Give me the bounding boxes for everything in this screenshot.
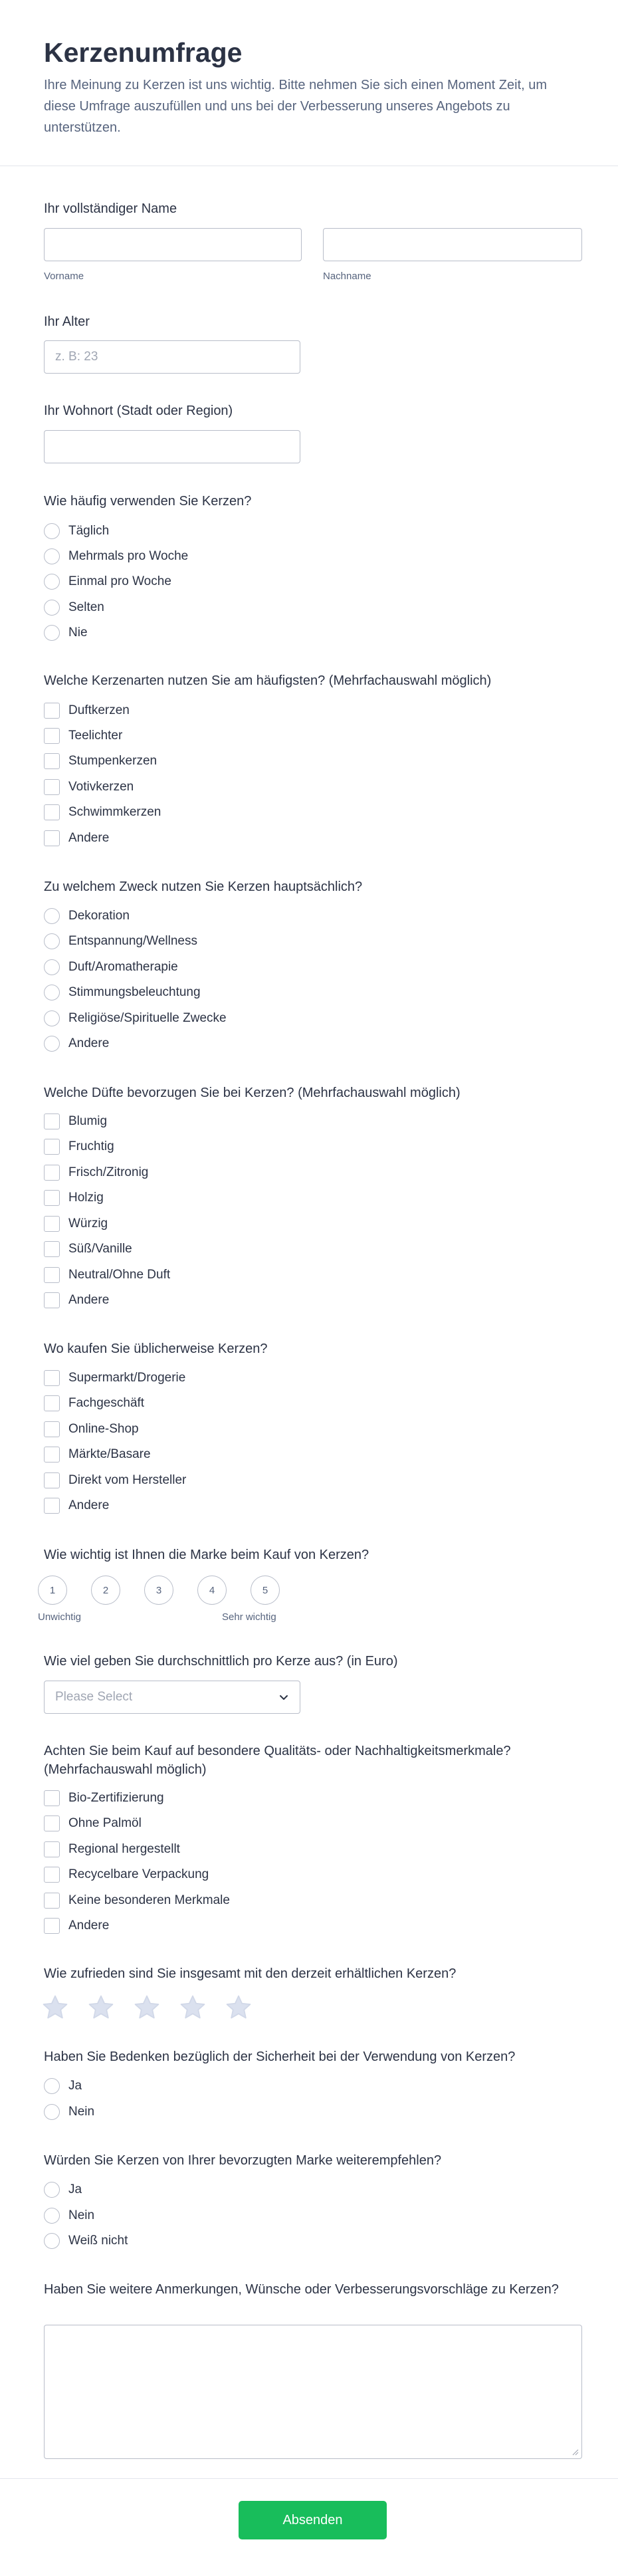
option-label: Dekoration (68, 909, 130, 923)
dropdown-placeholder: Please Select (55, 1690, 133, 1704)
question-label: Wie zufrieden sind Sie insgesamt mit den derzeit erhältlichen Kerzen? (44, 1966, 457, 1981)
question-shops (44, 1340, 582, 1358)
radio-button[interactable] (44, 933, 60, 949)
radio-option[interactable] (44, 2103, 94, 2121)
scale-option-3[interactable]: 3 (144, 1576, 173, 1605)
checkbox[interactable] (44, 1841, 60, 1857)
first-name-input[interactable] (44, 228, 302, 261)
option-label: Religiöse/Spirituelle Zwecke (68, 1011, 227, 1025)
question-label: Zu welchem Zweck nutzen Sie Kerzen hauptsächlich? (44, 879, 363, 894)
radio-button[interactable] (44, 523, 60, 539)
form-header (0, 0, 618, 166)
question-label: Welche Düfte bevorzugen Sie bei Kerzen? (Mehrfachauswahl möglich) (44, 1086, 461, 1100)
option-label: Recycelbare Verpackung (68, 1867, 209, 1881)
option-label: Supermarkt/Drogerie (68, 1371, 186, 1385)
option-label: Andere (68, 1498, 110, 1512)
checkbox[interactable] (44, 1139, 60, 1155)
option-label: Stumpenkerzen (68, 754, 157, 768)
checkbox-option[interactable] (44, 804, 161, 821)
option-label: Einmal pro Woche (68, 574, 171, 588)
option-label: Nein (68, 2105, 95, 2119)
checkbox-option[interactable] (44, 1240, 132, 1258)
checkbox-option[interactable] (44, 1446, 151, 1463)
checkbox[interactable] (44, 1190, 60, 1206)
checkbox[interactable] (44, 1790, 60, 1806)
last-name-sublabel: Nachname (323, 271, 371, 282)
radio-button[interactable] (44, 548, 60, 564)
checkbox[interactable] (44, 779, 60, 795)
question-label: Achten Sie beim Kauf auf besondere Qualitäts- oder Nachhaltigkeitsmerkmale? (Mehrfachauswahl möglich) (44, 1744, 511, 1777)
checkbox[interactable] (44, 1421, 60, 1437)
radio-button[interactable] (44, 1036, 60, 1052)
question-label: Wie wichtig ist Ihnen die Marke beim Kauf von Kerzen? (44, 1548, 369, 1562)
option-label: Weiß nicht (68, 2234, 128, 2248)
form-description: Ihre Meinung zu Kerzen ist uns wichtig. Bitte nehmen Sie sich einen Moment Zeit, um diese Umfrage auszufüllen und uns bei der Verbesserung unseres Angebots zu unterstützen. (44, 78, 548, 135)
question-label: Wie viel geben Sie durchschnittlich pro Kerze aus? (in Euro) (44, 1654, 398, 1669)
option-label: Nie (68, 626, 88, 640)
checkbox[interactable] (44, 753, 60, 769)
radio-button[interactable] (44, 2208, 60, 2224)
option-label: Regional hergestellt (68, 1842, 180, 1856)
option-label: Ja (68, 2182, 82, 2196)
checkbox-option[interactable] (44, 1790, 164, 1807)
question-label: Ihr vollständiger Name (44, 201, 177, 216)
radio-button[interactable] (44, 985, 60, 1000)
question-safety (44, 2048, 582, 2066)
checkbox-option[interactable] (44, 1113, 107, 1130)
last-name-input[interactable] (323, 228, 582, 261)
radio-option[interactable] (44, 523, 109, 540)
checkbox[interactable] (44, 1893, 60, 1909)
option-label: Nein (68, 2208, 95, 2222)
question-label: Ihr Alter (44, 314, 90, 329)
radio-option[interactable] (44, 2232, 128, 2250)
option-label: Votivkerzen (68, 780, 134, 794)
radio-button[interactable] (44, 2233, 60, 2249)
first-name-sublabel: Vorname (44, 271, 84, 282)
option-label: Andere (68, 1293, 110, 1307)
question-label: Haben Sie Bedenken bezüglich der Sicherheit bei der Verwendung von Kerzen? (44, 2049, 516, 2064)
submit-button[interactable]: Absenden (239, 2501, 387, 2539)
checkbox-option[interactable] (44, 1421, 139, 1438)
radio-option[interactable] (44, 959, 178, 976)
question-label: Wo kaufen Sie üblicherweise Kerzen? (44, 1342, 268, 1356)
checkbox[interactable] (44, 1867, 60, 1883)
radio-option[interactable] (44, 1035, 109, 1052)
checkbox-option[interactable] (44, 1395, 144, 1412)
checkbox-option[interactable] (44, 1917, 109, 1934)
option-label: Entspannung/Wellness (68, 934, 197, 948)
question-full-name (44, 199, 582, 218)
radio-button[interactable] (44, 2104, 60, 2120)
option-label: Teelichter (68, 729, 123, 743)
page-title: Kerzenumfrage (44, 37, 243, 68)
age-input[interactable] (44, 340, 300, 374)
checkbox[interactable] (44, 1472, 60, 1488)
radio-button[interactable] (44, 2182, 60, 2198)
radio-option[interactable] (44, 624, 88, 642)
radio-option[interactable] (44, 984, 201, 1001)
radio-button[interactable] (44, 574, 60, 590)
checkbox-option[interactable] (44, 1815, 142, 1832)
option-label: Keine besonderen Merkmale (68, 1893, 230, 1907)
star-icon[interactable] (224, 1993, 253, 2022)
checkbox-option[interactable] (44, 1266, 170, 1284)
radio-button[interactable] (44, 600, 60, 616)
scale-high-caption: Sehr wichtig (222, 1611, 276, 1623)
radio-option[interactable] (44, 1010, 227, 1027)
option-label: Direkt vom Hersteller (68, 1473, 187, 1487)
radio-button[interactable] (44, 1010, 60, 1026)
question-location (44, 402, 582, 420)
comments-textarea[interactable] (44, 2325, 582, 2459)
option-label: Fachgeschäft (68, 1396, 145, 1410)
checkbox[interactable] (44, 1395, 60, 1411)
checkbox[interactable] (44, 1267, 60, 1283)
checkbox-option[interactable] (44, 1841, 180, 1858)
question-comments (44, 2280, 582, 2299)
radio-button[interactable] (44, 2078, 60, 2094)
option-label: Täglich (68, 524, 110, 538)
radio-option[interactable] (44, 599, 104, 616)
checkbox-option[interactable] (44, 753, 157, 770)
location-input[interactable] (44, 430, 300, 463)
star-icon[interactable] (86, 1993, 116, 2022)
option-label: Ja (68, 2079, 82, 2093)
scale-option-1[interactable]: 1 (38, 1576, 67, 1605)
chevron-down-icon (277, 1691, 290, 1704)
question-recommend (44, 2151, 582, 2170)
resize-handle-icon[interactable] (571, 2448, 579, 2456)
question-scents (44, 1084, 582, 1102)
option-label: Würzig (68, 1217, 108, 1230)
option-label: Andere (68, 1919, 110, 1932)
checkbox-option[interactable] (44, 1472, 186, 1489)
option-label: Märkte/Basare (68, 1447, 151, 1461)
option-label: Blumig (68, 1114, 108, 1128)
radio-option[interactable] (44, 2181, 82, 2198)
star-icon[interactable] (132, 1993, 161, 2022)
option-label: Selten (68, 600, 104, 614)
question-age (44, 312, 582, 331)
checkbox[interactable] (44, 804, 60, 820)
checkbox-option[interactable] (44, 830, 109, 847)
question-brand-importance (44, 1546, 582, 1564)
option-label: Mehrmals pro Woche (68, 549, 189, 563)
radio-option[interactable] (44, 2207, 94, 2224)
question-label: Wie häufig verwenden Sie Kerzen? (44, 494, 252, 509)
question-label: Ihr Wohnort (Stadt oder Region) (44, 404, 233, 418)
checkbox-option[interactable] (44, 1189, 104, 1207)
checkbox-option[interactable] (44, 1497, 109, 1514)
scale-option-2[interactable]: 2 (91, 1576, 120, 1605)
option-label: Ohne Palmöl (68, 1816, 142, 1830)
checkbox[interactable] (44, 703, 60, 719)
question-frequency (44, 492, 582, 511)
checkbox[interactable] (44, 1216, 60, 1232)
star-icon[interactable] (178, 1993, 207, 2022)
option-label: Andere (68, 831, 110, 845)
checkbox[interactable] (44, 1447, 60, 1463)
checkbox[interactable] (44, 830, 60, 846)
spend-dropdown[interactable] (44, 1681, 300, 1714)
radio-button[interactable] (44, 959, 60, 975)
star-icon[interactable] (41, 1993, 70, 2022)
checkbox[interactable] (44, 1815, 60, 1831)
option-label: Schwimmkerzen (68, 805, 161, 819)
option-label: Fruchtig (68, 1139, 114, 1153)
scale-option-5[interactable]: 5 (251, 1576, 280, 1605)
question-features (44, 1742, 582, 1779)
option-label: Frisch/Zitronig (68, 1165, 149, 1179)
option-label: Süß/Vanille (68, 1242, 132, 1256)
checkbox[interactable] (44, 728, 60, 744)
radio-option[interactable] (44, 933, 197, 950)
checkbox[interactable] (44, 1165, 60, 1181)
checkbox[interactable] (44, 1498, 60, 1514)
radio-button[interactable] (44, 625, 60, 641)
question-label: Welche Kerzenarten nutzen Sie am häufigsten? (Mehrfachauswahl möglich) (44, 673, 492, 688)
option-label: Duftkerzen (68, 703, 130, 717)
question-candle-types (44, 671, 582, 690)
checkbox-option[interactable] (44, 1164, 148, 1181)
radio-option[interactable] (44, 573, 171, 590)
question-satisfaction (44, 1964, 582, 1983)
question-label: Haben Sie weitere Anmerkungen, Wünsche oder Verbesserungsvorschläge zu Kerzen? (44, 2282, 559, 2297)
checkbox-option[interactable] (44, 1866, 209, 1883)
radio-option[interactable] (44, 907, 130, 925)
checkbox[interactable] (44, 1370, 60, 1386)
checkbox-option[interactable] (44, 1369, 185, 1387)
checkbox-option[interactable] (44, 1892, 230, 1909)
option-label: Andere (68, 1036, 110, 1050)
option-label: Stimmungsbeleuchtung (68, 985, 201, 999)
checkbox[interactable] (44, 1241, 60, 1257)
checkbox-option[interactable] (44, 1215, 108, 1232)
question-purpose (44, 878, 582, 896)
option-label: Online-Shop (68, 1422, 139, 1436)
question-spend (44, 1652, 582, 1671)
checkbox-option[interactable] (44, 1138, 114, 1155)
radio-button[interactable] (44, 908, 60, 924)
option-label: Holzig (68, 1191, 104, 1205)
age-placeholder: z. B: 23 (55, 350, 98, 364)
checkbox-option[interactable] (44, 1292, 109, 1309)
checkbox-option[interactable] (44, 727, 122, 745)
scale-low-caption: Unwichtig (38, 1611, 82, 1623)
question-label: Würden Sie Kerzen von Ihrer bevorzugten Marke weiterempfehlen? (44, 2153, 442, 2168)
checkbox-option[interactable] (44, 778, 134, 796)
checkbox[interactable] (44, 1113, 60, 1129)
checkbox[interactable] (44, 1292, 60, 1308)
option-label: Neutral/Ohne Duft (68, 1268, 171, 1282)
option-label: Bio-Zertifizierung (68, 1791, 164, 1805)
checkbox[interactable] (44, 1918, 60, 1934)
radio-option[interactable] (44, 2077, 82, 2095)
scale-option-4[interactable]: 4 (197, 1576, 227, 1605)
radio-option[interactable] (44, 548, 188, 565)
option-label: Duft/Aromatherapie (68, 960, 178, 974)
checkbox-option[interactable] (44, 702, 130, 719)
